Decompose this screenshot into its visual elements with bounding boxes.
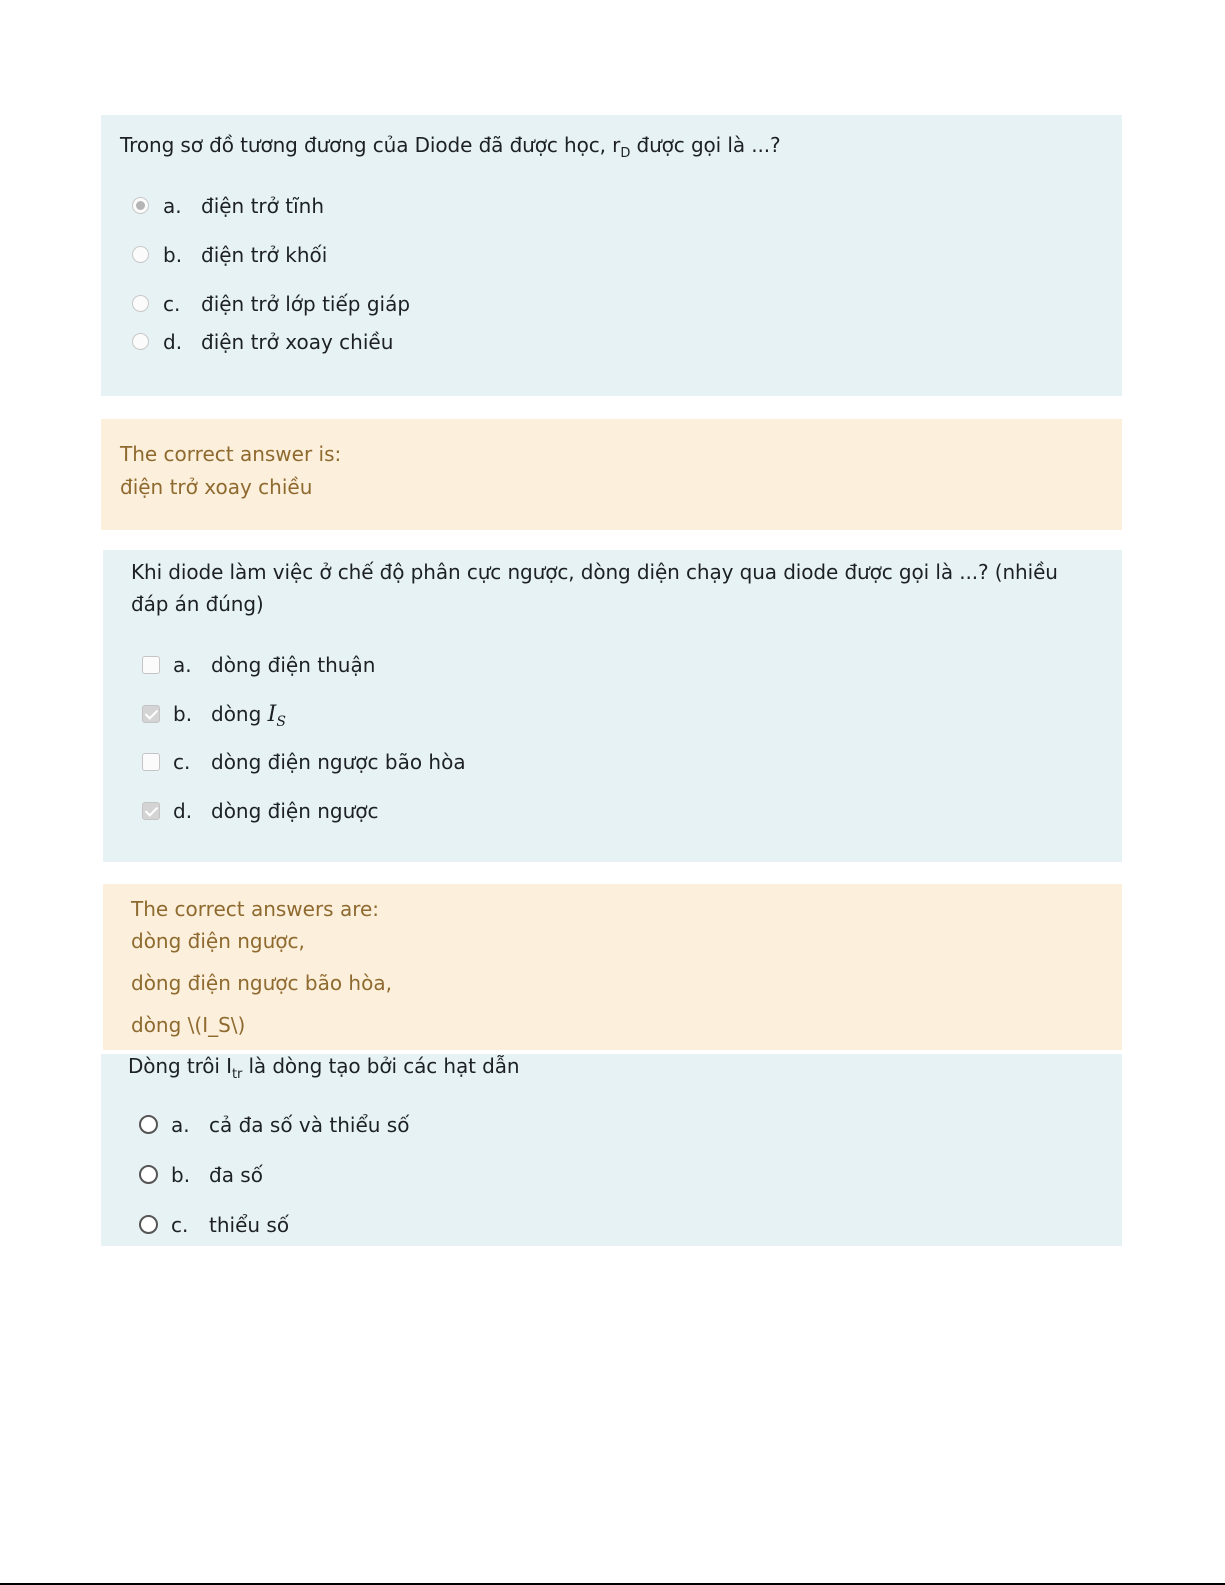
feedback-2-answer-3: dòng \(I_S\) <box>131 1013 246 1037</box>
feedback-1-answer: điện trở xoay chiều <box>120 475 313 499</box>
option-letter: a. <box>163 194 182 218</box>
question-1-card <box>101 115 1122 396</box>
option-text: dòng $I_S$ <box>211 702 286 730</box>
question-3-text: Dòng trôi $I_{tr}$ là dòng tạo bởi các hạt dẫn <box>128 1054 520 1082</box>
option-text: điện trở tĩnh <box>201 194 324 218</box>
option-text: đa số <box>209 1163 263 1187</box>
feedback-2-card <box>103 884 1122 1050</box>
question-2-text: Khi diode làm việc ở chế độ phân cực ngược, dòng diện chạy qua diode được gọi là ...? (nhiều đáp án đúng) <box>131 560 1058 616</box>
checkbox[interactable] <box>142 656 160 674</box>
checkbox[interactable] <box>142 802 160 820</box>
question-2-card <box>103 550 1122 862</box>
radio-button[interactable] <box>139 1215 158 1234</box>
option-letter: c. <box>163 292 181 316</box>
option-letter: d. <box>173 799 193 823</box>
option-letter: a. <box>171 1113 190 1137</box>
radio-button[interactable] <box>139 1115 158 1134</box>
option-text: điện trở xoay chiều <box>201 330 394 354</box>
radio-button[interactable] <box>132 333 149 350</box>
option-text: dòng điện ngược bão hòa <box>211 750 466 774</box>
math-symbol: $I_S$ <box>267 702 286 730</box>
option-text: dòng điện thuận <box>211 653 376 677</box>
question-3-card <box>101 1054 1122 1246</box>
radio-button[interactable] <box>132 197 149 214</box>
checkbox[interactable] <box>142 753 160 771</box>
option-letter: b. <box>163 243 183 267</box>
checkbox[interactable] <box>142 705 160 723</box>
option-letter: b. <box>173 702 193 726</box>
feedback-2-label: The correct answers are: <box>131 897 380 921</box>
option-text: dòng điện ngược <box>211 799 379 823</box>
feedback-2-answer-1: dòng điện ngược, <box>131 929 305 953</box>
radio-button[interactable] <box>139 1165 158 1184</box>
option-letter: c. <box>171 1213 189 1237</box>
feedback-1-label: The correct answer is: <box>120 442 342 466</box>
option-letter: c. <box>173 750 191 774</box>
option-text: điện trở khối <box>201 243 328 267</box>
radio-button[interactable] <box>132 295 149 312</box>
feedback-1-card <box>101 419 1122 530</box>
question-1-text: Trong sơ đồ tương đương của Diode đã được học, $r_D$ được gọi là ...? <box>120 133 781 161</box>
option-text: điện trở lớp tiếp giáp <box>201 292 411 316</box>
feedback-2-answer-2: dòng điện ngược bão hòa, <box>131 971 392 995</box>
option-letter: b. <box>171 1163 191 1187</box>
option-text: thiểu số <box>209 1213 290 1237</box>
option-letter: d. <box>163 330 183 354</box>
option-letter: a. <box>173 653 192 677</box>
radio-button[interactable] <box>132 246 149 263</box>
option-text: cả đa số và thiểu số <box>209 1113 410 1137</box>
